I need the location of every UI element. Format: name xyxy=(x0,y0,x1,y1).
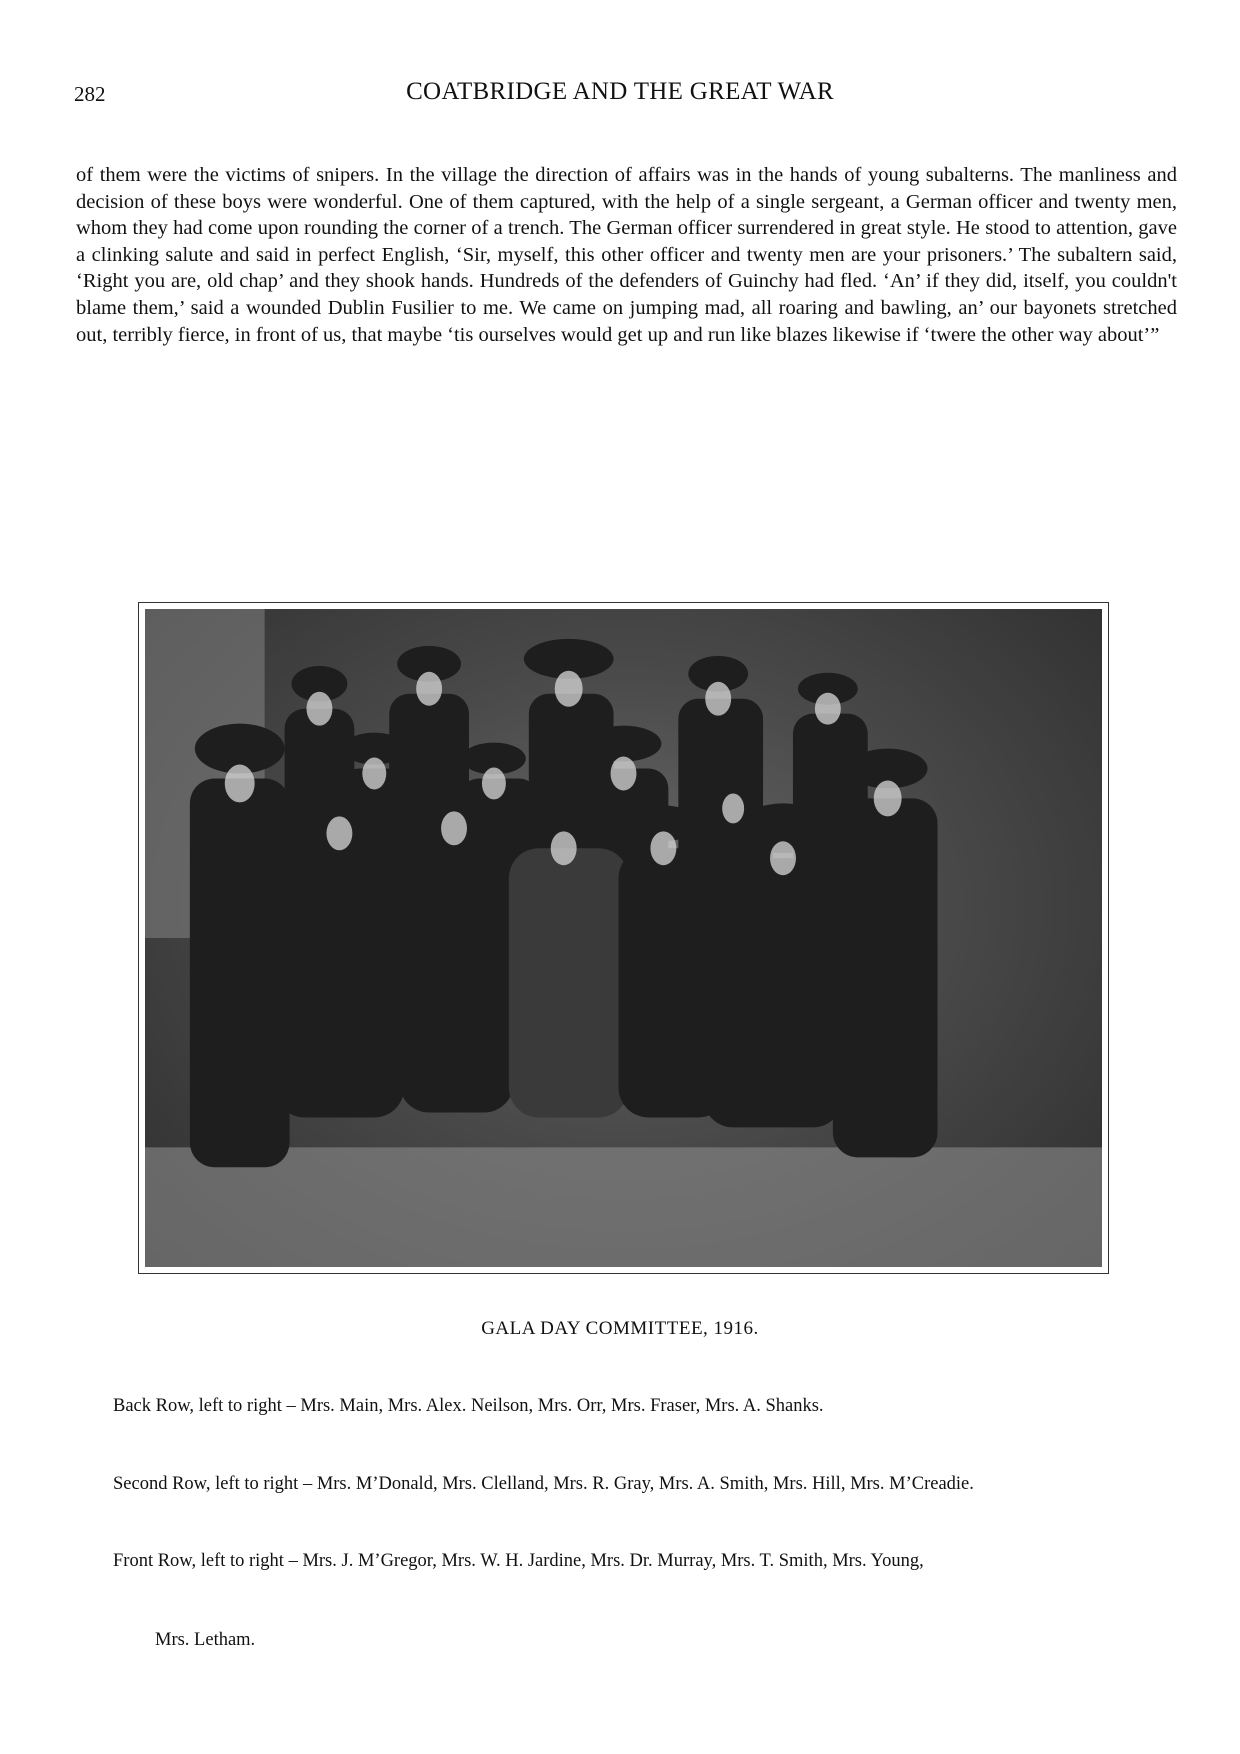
body-paragraph: of them were the victims of snipers. In the village the direction of affairs was in the hands of young subalterns. The manliness and decision of these boys were wonderful. One of them captured, with the help of a single sergeant, a German officer and twenty men, whom they had come upon rounding the corner of a trench. The German officer surrendered in great style. He stood to attention, gave a clinking salute and said in perfect English, ‘Sir, myself, this other officer and twenty men are your prisoners.’ The subaltern said, ‘Right you are, old chap’ and they shook hands. Hundreds of the defenders of Guinchy had fled. ‘An’ if they did, itself, you couldn't blame them,’ said a wounded Dublin Fusilier to me. We came on jumping mad, all roaring and bawling, an’ our bayonets stretched out, terribly fierce, in front of us, that maybe ‘tis ourselves would get up and run like blazes likewise if ‘twere the other way about’” xyxy=(76,164,1177,346)
caption-back-row: Back Row, left to right – Mrs. Main, Mrs. Alex. Neilson, Mrs. Orr, Mrs. Fraser, Mrs. A. Shanks. xyxy=(113,1396,824,1416)
caption-front-row-continued: Mrs. Letham. xyxy=(155,1630,256,1650)
group-photograph xyxy=(145,609,1102,1267)
caption-front-row: Front Row, left to right – Mrs. J. M’Gregor, Mrs. W. H. Jardine, Mrs. Dr. Murray, Mrs. T. Smith, Mrs. Young, xyxy=(113,1551,924,1571)
page-number: 282 xyxy=(74,82,106,106)
caption-second-row: Second Row, left to right – Mrs. M’Donald, Mrs. Clelland, Mrs. R. Gray, Mrs. A. Smith, Mrs. Hill, Mrs. M’Creadie. xyxy=(113,1474,974,1494)
running-title: COATBRIDGE AND THE GREAT WAR xyxy=(406,78,834,105)
photo-illustration xyxy=(145,609,1102,1267)
figure-caption-title: GALA DAY COMMITTEE, 1916. xyxy=(481,1318,759,1339)
photo-frame xyxy=(138,602,1109,1274)
